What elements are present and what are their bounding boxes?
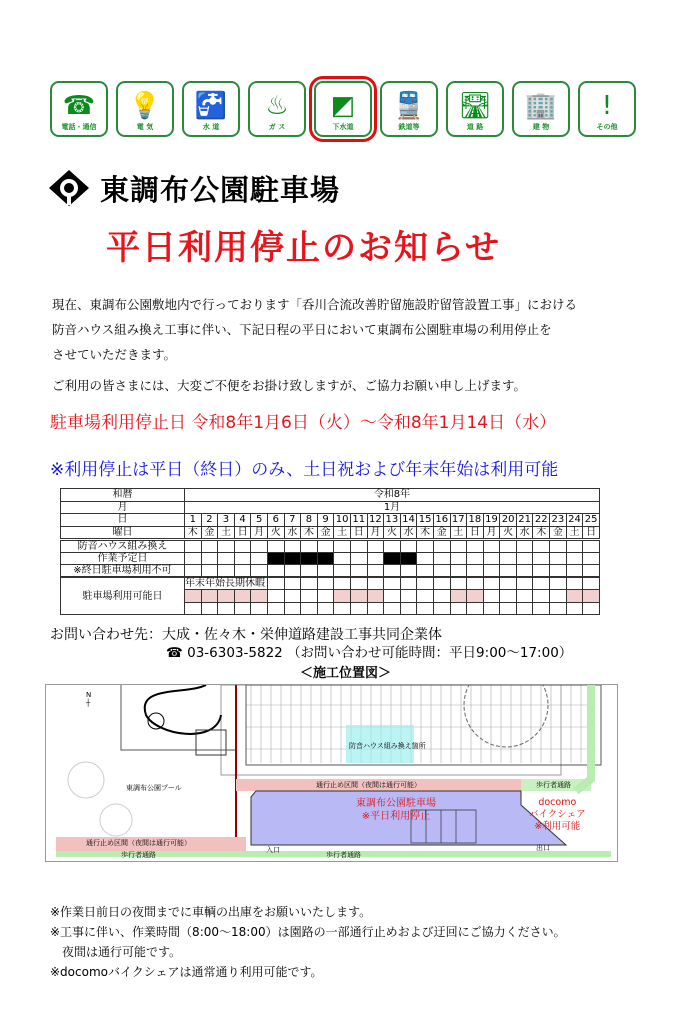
parking-label — [356, 797, 436, 823]
cell — [350, 577, 367, 590]
available-day-mark — [185, 590, 202, 603]
cell — [251, 565, 268, 578]
cell — [234, 552, 251, 565]
weekday-cell: 金 — [433, 526, 450, 539]
category-train[interactable] — [380, 81, 438, 137]
category-label: 電 気 — [136, 123, 154, 131]
contact-hours: （お問い合わせ可能時間：平日9:00～17:00） — [287, 645, 573, 661]
cell — [201, 539, 218, 552]
cell — [550, 539, 567, 552]
entrance-label: 入口 — [266, 846, 280, 854]
north-label: N — [86, 691, 92, 699]
weekday-cell: 月 — [367, 526, 384, 539]
cell — [467, 539, 484, 552]
map-drawing — [46, 685, 618, 862]
category-kettle[interactable] — [248, 81, 306, 137]
cell — [566, 565, 583, 578]
day-cell: 19 — [485, 514, 498, 526]
available-day-mark — [450, 590, 467, 603]
cell — [417, 565, 434, 578]
kettle-icon: ♨ — [265, 91, 289, 121]
day-cell: 22 — [534, 514, 548, 526]
cell — [334, 577, 351, 590]
day-cell: 21 — [518, 514, 532, 526]
road-icon: 🛣 — [458, 91, 492, 121]
cell — [450, 552, 467, 565]
holiday-label: 年末年始長期休暇 — [185, 577, 268, 590]
intro-line-1: 現在、東調布公園敷地内で行っております「呑川合流改善貯留施設貯留管設置工事」における — [52, 297, 578, 312]
day-cell: 5 — [251, 514, 268, 527]
cell — [267, 602, 284, 615]
category-label: 水 道 — [202, 123, 220, 131]
day-cell: 9 — [317, 514, 334, 527]
cell — [483, 602, 500, 615]
cell — [450, 565, 467, 578]
category-exclamation[interactable] — [578, 81, 636, 137]
cell — [267, 590, 284, 603]
cell — [483, 590, 500, 603]
cell — [583, 565, 600, 578]
cell — [251, 602, 268, 615]
cell — [301, 577, 318, 590]
cell — [185, 602, 202, 615]
available-day-mark — [367, 590, 384, 603]
cell — [350, 539, 367, 552]
intro-line-3: させていただきます。 — [52, 347, 177, 362]
cell — [566, 539, 583, 552]
category-faucet[interactable] — [182, 81, 240, 137]
cell — [550, 602, 567, 615]
weekday-cell: 金 — [317, 526, 334, 539]
cell — [516, 565, 533, 578]
available-day-mark — [251, 590, 268, 603]
day-cell: 15 — [418, 514, 432, 526]
cell — [433, 539, 450, 552]
category-icon-bar — [50, 81, 636, 137]
category-label: 道 路 — [466, 123, 484, 131]
work-label: 防音ハウス組み換え — [61, 539, 185, 552]
weekday-cell: 日 — [583, 526, 600, 539]
cell — [201, 552, 218, 565]
work-label: 作業予定日 — [61, 552, 185, 565]
weekday-cell: 火 — [267, 526, 284, 539]
intro-line-2: 防音ハウス組み換え工事に伴い、下記日程の平日において東調布公園駐車場の利用停止を — [52, 322, 552, 337]
note-4: ※docomoバイクシェアは通常通り利用可能です。 — [50, 965, 323, 979]
day-cell: 7 — [284, 514, 301, 527]
phone-icon: ☎ — [166, 645, 183, 661]
cell — [583, 602, 600, 615]
cell — [417, 539, 434, 552]
cell — [516, 577, 533, 590]
cell — [433, 552, 450, 565]
work-day-mark — [384, 552, 401, 565]
day-cell: 14 — [402, 514, 415, 526]
parking-note: ※平日利用停止 — [361, 811, 431, 822]
available-day-mark — [583, 590, 600, 603]
cell — [533, 565, 550, 578]
bike-share-label — [529, 797, 586, 833]
cell — [483, 539, 500, 552]
cell — [251, 539, 268, 552]
cell — [367, 577, 384, 590]
category-phone[interactable] — [50, 81, 108, 137]
sewer-icon: ◩ — [330, 91, 356, 121]
cell — [185, 565, 202, 578]
work-label: ※終日駐車場利用不可 — [61, 565, 185, 578]
exclamation-icon: ! — [601, 91, 613, 121]
cell — [400, 590, 417, 603]
cell — [500, 539, 517, 552]
cell — [334, 539, 351, 552]
work-day-mark — [400, 552, 417, 565]
cell — [201, 565, 218, 578]
cell — [433, 590, 450, 603]
cell — [417, 602, 434, 615]
category-sewer[interactable] — [314, 81, 372, 137]
cell — [350, 552, 367, 565]
cell — [317, 590, 334, 603]
cell — [467, 565, 484, 578]
train-icon: 🚆 — [392, 91, 426, 121]
walkway-label-1: 歩行者通路 — [536, 781, 571, 789]
cell — [334, 602, 351, 615]
cell — [317, 602, 334, 615]
cell — [417, 590, 434, 603]
cell — [450, 577, 467, 590]
cell — [317, 577, 334, 590]
available-day-mark — [467, 590, 484, 603]
category-label: 建 物 — [532, 123, 550, 131]
day-cell: 1 — [185, 514, 202, 527]
house-label: 防音ハウス組み換え箇所 — [349, 742, 426, 750]
cell — [516, 590, 533, 603]
era-value: 令和8年 — [185, 489, 600, 502]
cell — [284, 539, 301, 552]
notes — [50, 902, 566, 982]
cell — [317, 565, 334, 578]
map-title: ＜施工位置図＞ — [300, 666, 392, 681]
weekday-cell: 木 — [417, 526, 434, 539]
weekday-cell: 土 — [566, 526, 583, 539]
cell — [533, 539, 550, 552]
cell — [500, 590, 517, 603]
category-label: 下水道 — [332, 123, 354, 131]
cell — [516, 539, 533, 552]
available-day-mark — [566, 590, 583, 603]
faucet-icon: 🚰 — [194, 91, 228, 121]
cell — [483, 577, 500, 590]
month-label: 月 — [61, 501, 185, 514]
closure-label-2: 通行止め区間（夜間は通行可能） — [86, 839, 191, 847]
available-day-mark — [218, 590, 235, 603]
cell — [267, 565, 284, 578]
page-subtitle: 平日利用停止のお知らせ — [106, 228, 501, 268]
cell — [450, 602, 467, 615]
day-cell: 16 — [435, 514, 449, 526]
apology-text: ご利用の皆さまには、大変ご不便をお掛け致しますが、ご協力お願い申し上げます。 — [52, 378, 527, 393]
category-building[interactable] — [512, 81, 570, 137]
parking-name: 東調布公園駐車場 — [356, 798, 436, 809]
cell — [433, 565, 450, 578]
lightbulb-icon: 💡 — [128, 91, 162, 121]
cell — [566, 577, 583, 590]
weekday-cell: 木 — [533, 526, 550, 539]
day-cell: 23 — [551, 514, 565, 526]
cell — [234, 565, 251, 578]
weekday-cell: 日 — [350, 526, 367, 539]
cell — [483, 565, 500, 578]
cell — [218, 552, 235, 565]
walkway-label-2: 歩行者通路 — [121, 851, 156, 859]
cell — [417, 552, 434, 565]
cell — [301, 539, 318, 552]
schedule-table — [60, 488, 600, 615]
category-road[interactable] — [446, 81, 504, 137]
cell — [550, 552, 567, 565]
work-day-mark — [301, 552, 318, 565]
cell — [284, 565, 301, 578]
weekday-cell: 日 — [467, 526, 484, 539]
cell — [566, 602, 583, 615]
building-icon: 🏢 — [524, 91, 558, 121]
month-value: 1月 — [185, 501, 600, 514]
cell — [284, 602, 301, 615]
cell — [400, 577, 417, 590]
available-label: 駐車場利用可能日 — [61, 577, 185, 615]
day-cell: 2 — [201, 514, 218, 527]
weekday-cell: 木 — [185, 526, 202, 539]
day-cell: 10 — [335, 514, 349, 526]
cell — [583, 552, 600, 565]
exit-label: 出口 — [536, 844, 550, 852]
weekday-cell: 火 — [384, 526, 401, 539]
category-lightbulb[interactable] — [116, 81, 174, 137]
work-day-mark — [317, 552, 334, 565]
weekday-cell: 土 — [218, 526, 235, 539]
cell — [433, 602, 450, 615]
cell — [350, 602, 367, 615]
cell — [185, 539, 202, 552]
cell — [500, 602, 517, 615]
cell — [516, 602, 533, 615]
day-cell: 4 — [234, 514, 251, 527]
walkway-label-3: 歩行者通路 — [326, 851, 361, 859]
cell — [350, 565, 367, 578]
weekday-cell: 金 — [201, 526, 218, 539]
cell — [234, 539, 251, 552]
cell — [218, 565, 235, 578]
day-cell: 20 — [501, 514, 515, 526]
day-cell: 18 — [468, 514, 482, 526]
note-1: ※作業日前日の夜間までに車輌の出庫をお願いいたします。 — [50, 905, 372, 919]
day-cell: 24 — [568, 514, 581, 526]
page-title: 東調布公園駐車場 — [100, 173, 341, 207]
weekday-cell: 日 — [234, 526, 251, 539]
day-cell: 8 — [301, 514, 318, 527]
weekday-cell: 月 — [483, 526, 500, 539]
site-map — [45, 684, 618, 862]
cell — [467, 602, 484, 615]
weekday-cell: 火 — [500, 526, 517, 539]
closure-note: ※利用停止は平日（終日）のみ、土日祝および年末年始は利用可能 — [50, 460, 559, 480]
cell — [334, 565, 351, 578]
cell — [267, 577, 284, 590]
cell — [533, 552, 550, 565]
cell — [566, 552, 583, 565]
day-cell: 3 — [218, 514, 235, 527]
weekday-cell: 水 — [284, 526, 301, 539]
cell — [483, 552, 500, 565]
day-cell: 12 — [368, 514, 382, 526]
cell — [516, 552, 533, 565]
work-day-mark — [267, 552, 284, 565]
cell — [301, 565, 318, 578]
weekday-cell: 水 — [516, 526, 533, 539]
cell — [533, 577, 550, 590]
cell — [201, 602, 218, 615]
cell — [417, 577, 434, 590]
weekday-label: 曜日 — [61, 526, 185, 539]
cell — [500, 577, 517, 590]
weekday-cell: 水 — [400, 526, 417, 539]
cell — [583, 577, 600, 590]
ota-city-emblem-icon — [47, 168, 91, 208]
cell — [533, 590, 550, 603]
available-day-mark — [350, 590, 367, 603]
day-cell: 25 — [583, 514, 600, 527]
cell — [467, 552, 484, 565]
day-cell: 6 — [267, 514, 284, 527]
available-day-mark — [201, 590, 218, 603]
cell — [367, 552, 384, 565]
pool-label: 東調布公園プール — [126, 784, 182, 792]
category-label: 電話・通信 — [61, 123, 97, 131]
closure-period: 駐車場利用停止日 令和8年1月6日（火）～令和8年1月14日（水） — [50, 413, 557, 433]
cell — [384, 565, 401, 578]
cell — [550, 590, 567, 603]
cell — [301, 590, 318, 603]
cell — [367, 602, 384, 615]
cell — [284, 590, 301, 603]
cell — [550, 565, 567, 578]
closure-label-1: 通行止め区間（夜間は通行可能） — [316, 781, 421, 789]
bike-label: バイクシェア — [529, 809, 586, 820]
day-cell: 11 — [352, 514, 366, 526]
cell — [301, 602, 318, 615]
cell — [384, 577, 401, 590]
cell — [284, 577, 301, 590]
available-day-mark — [334, 590, 351, 603]
cell — [467, 577, 484, 590]
cell — [500, 565, 517, 578]
note-2: ※工事に伴い、作業時間（8:00～18:00）は園路の一部通行止めおよび迂回にご協力ください。 — [50, 925, 566, 939]
cell — [400, 539, 417, 552]
weekday-cell: 土 — [450, 526, 467, 539]
cell — [267, 539, 284, 552]
cell — [234, 602, 251, 615]
cell — [218, 539, 235, 552]
day-label: 日 — [61, 514, 185, 527]
era-label: 和暦 — [61, 489, 185, 502]
cell — [533, 602, 550, 615]
phone-icon: ☎ — [62, 91, 96, 121]
cell — [384, 590, 401, 603]
category-label: ガ ス — [268, 123, 286, 131]
category-label: その他 — [596, 123, 618, 131]
north-arrow: N ┼ — [86, 691, 92, 707]
day-cell: 13 — [385, 514, 399, 526]
cell — [384, 539, 401, 552]
weekday-cell: 木 — [301, 526, 318, 539]
cell — [334, 552, 351, 565]
contact-line: お問い合わせ先：大成・佐々木・栄伸道路建設工事共同企業体 — [50, 627, 442, 643]
weekday-cell: 月 — [251, 526, 268, 539]
cell — [583, 539, 600, 552]
cell — [500, 552, 517, 565]
cell — [317, 539, 334, 552]
work-day-mark — [284, 552, 301, 565]
category-label: 鉄道等 — [398, 123, 420, 131]
cell — [251, 552, 268, 565]
cell — [400, 602, 417, 615]
contact-phone — [166, 641, 572, 661]
weekday-cell: 土 — [334, 526, 351, 539]
cell — [185, 552, 202, 565]
cell — [450, 539, 467, 552]
available-day-mark — [234, 590, 251, 603]
cell — [367, 539, 384, 552]
note-3: 夜間は通行可能です。 — [50, 945, 182, 959]
cell — [367, 565, 384, 578]
weekday-cell: 金 — [550, 526, 567, 539]
cell — [433, 577, 450, 590]
cell — [384, 602, 401, 615]
cell — [550, 577, 567, 590]
docomo-label: docomo — [538, 797, 577, 808]
bike-note: ※利用可能 — [534, 821, 581, 832]
phone-number: 03-6303-5822 — [187, 645, 283, 661]
cell — [218, 602, 235, 615]
cell — [400, 565, 417, 578]
day-cell: 17 — [451, 514, 465, 526]
